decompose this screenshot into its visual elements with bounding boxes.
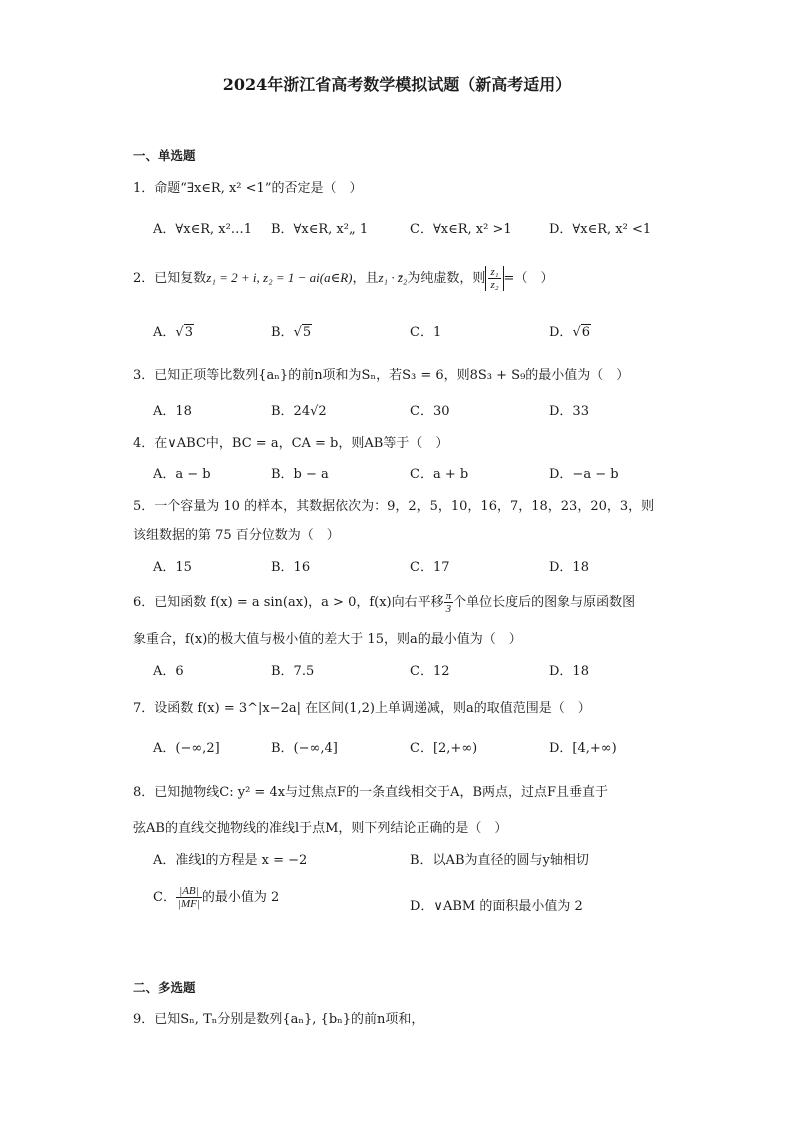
q2-d-radicand: 6 bbox=[581, 325, 591, 340]
q1-option-b: B．∀x∈R, x²„ 1 bbox=[271, 222, 369, 237]
question-5-line-2: 该组数据的第 75 百分位数为（ ） bbox=[133, 528, 340, 543]
question-4-stem: 4．在∨ABC中，BC = a，CA = b，则AB等于（ ） bbox=[133, 436, 449, 451]
q8-option-d: D．∨ABM 的面积最小值为 2 bbox=[410, 899, 583, 914]
q1-option-d: D．∀x∈R, x² <1 bbox=[549, 222, 652, 237]
q3-option-a: A．18 bbox=[153, 404, 192, 419]
q6-option-b: B．7.5 bbox=[271, 664, 315, 679]
q2-pre: 2．已知复数 bbox=[133, 271, 207, 286]
q2-option-a: A．√3 bbox=[153, 325, 193, 340]
q2-a-radicand: 3 bbox=[184, 325, 193, 340]
question-3-stem: 3．已知正项等比数列{aₙ}的前n项和为Sₙ，若S₃ = 6，则8S₃ + S₉的最小值为（ ） bbox=[133, 368, 630, 383]
q2-expr2: z₁ · z̄₂ bbox=[378, 270, 408, 285]
question-7-stem: 7．设函数 f(x) = 3^|x−2a| 在区间(1,2)上单调递减，则a的取值范围是（ ） bbox=[133, 701, 591, 716]
q2-expr: z₁ = 2 + i, z₂ = 1 − ai(a∈R) bbox=[206, 270, 353, 285]
page-title: 2024年浙江省高考数学模拟试题（新高考适用） bbox=[222, 75, 572, 94]
question-2-stem bbox=[133, 266, 553, 291]
q7-option-c: C．[2,+∞) bbox=[410, 741, 478, 756]
q4-option-a: A．a − b bbox=[153, 467, 211, 482]
q1-option-a: A．∀x∈R, x²…1 bbox=[153, 222, 253, 237]
q2-post: 为纯虚数，则 bbox=[407, 271, 486, 286]
q2-abs-ratio bbox=[485, 266, 503, 291]
question-5-line-1: 5．一个容量为 10 的样本，其数据依次为：9，2，5，10，16，7，18，23，20，3，则 bbox=[133, 499, 655, 514]
q2-mid: ，且 bbox=[352, 271, 379, 286]
q7-option-b: B．(−∞,4] bbox=[271, 741, 338, 756]
q6-frac-den: 3 bbox=[445, 603, 452, 615]
q3-option-b: B．24√2 bbox=[271, 404, 327, 419]
q2-frac-num: z₁ bbox=[490, 266, 499, 278]
section-heading-multi-choice: 二、多选题 bbox=[133, 980, 196, 995]
q3-option-d: D．33 bbox=[549, 404, 589, 419]
q2-option-c: C．1 bbox=[410, 325, 442, 340]
q6-option-d: D．18 bbox=[549, 664, 589, 679]
q2-option-d: D．√6 bbox=[549, 325, 591, 340]
q7-option-d: D．[4,+∞) bbox=[549, 741, 617, 756]
q8-option-a: A．准线l的方程是 x = −2 bbox=[153, 853, 308, 868]
q3-option-c: C．30 bbox=[410, 404, 450, 419]
question-8-line-2: 弦AB的直线交抛物线的准线l于点M，则下列结论正确的是（ ） bbox=[133, 821, 508, 836]
question-6-line-1: 6．已知函数 f(x) = a sin(ax)，a > 0，f(x)向右平移 $\frac{\pi}{3}$ 个单位长度后的图象与原函数图 bbox=[133, 590, 636, 615]
q2-b-radicand: 5 bbox=[302, 325, 312, 340]
q8-option-b: B．以AB为直径的圆与y轴相切 bbox=[410, 853, 589, 868]
q5-option-b: B．16 bbox=[271, 560, 311, 575]
q7-option-a: A．(−∞,2] bbox=[153, 741, 220, 756]
q8-frac-den: |MF| bbox=[177, 898, 200, 910]
q1-option-c: C．∀x∈R, x² >1 bbox=[410, 222, 512, 237]
question-9-stem: 9．已知Sₙ, Tₙ分别是数列{aₙ}, {bₙ}的前n项和， bbox=[133, 1012, 425, 1027]
q6-option-a: A．6 bbox=[153, 664, 184, 679]
q4-option-c: C．a + b bbox=[410, 467, 469, 482]
question-1-stem: 1．命题“∃x∈R, x² <1”的否定是（ ） bbox=[133, 181, 363, 196]
question-6-line-2: 象重合，f(x)的极大值与极小值的差大于 15，则a的最小值为（ ） bbox=[133, 632, 522, 647]
q2-frac-den: z₂ bbox=[490, 279, 499, 291]
q4-option-d: D．−a − b bbox=[549, 467, 619, 482]
q5-option-c: C．17 bbox=[410, 560, 450, 575]
q2-end: =（ ） bbox=[503, 271, 554, 286]
section-heading-single-choice: 一、单选题 bbox=[133, 148, 196, 163]
q5-option-d: D．18 bbox=[549, 560, 589, 575]
question-8-line-1: 8．已知抛物线C: y² = 4x与过焦点F的一条直线相交于A，B两点，过点F且垂直于 bbox=[133, 785, 609, 800]
q5-option-a: A．15 bbox=[153, 560, 192, 575]
q6-frac-num: π bbox=[445, 590, 452, 602]
q4-option-b: B．b − a bbox=[271, 467, 329, 482]
q2-option-b: B．√5 bbox=[271, 325, 312, 340]
q8-option-c: C． $\frac{|AB|}{|MF|}$ 的最小值为 2 bbox=[153, 885, 280, 910]
q8-frac-num: |AB| bbox=[176, 885, 202, 898]
q6-option-c: C．12 bbox=[410, 664, 450, 679]
